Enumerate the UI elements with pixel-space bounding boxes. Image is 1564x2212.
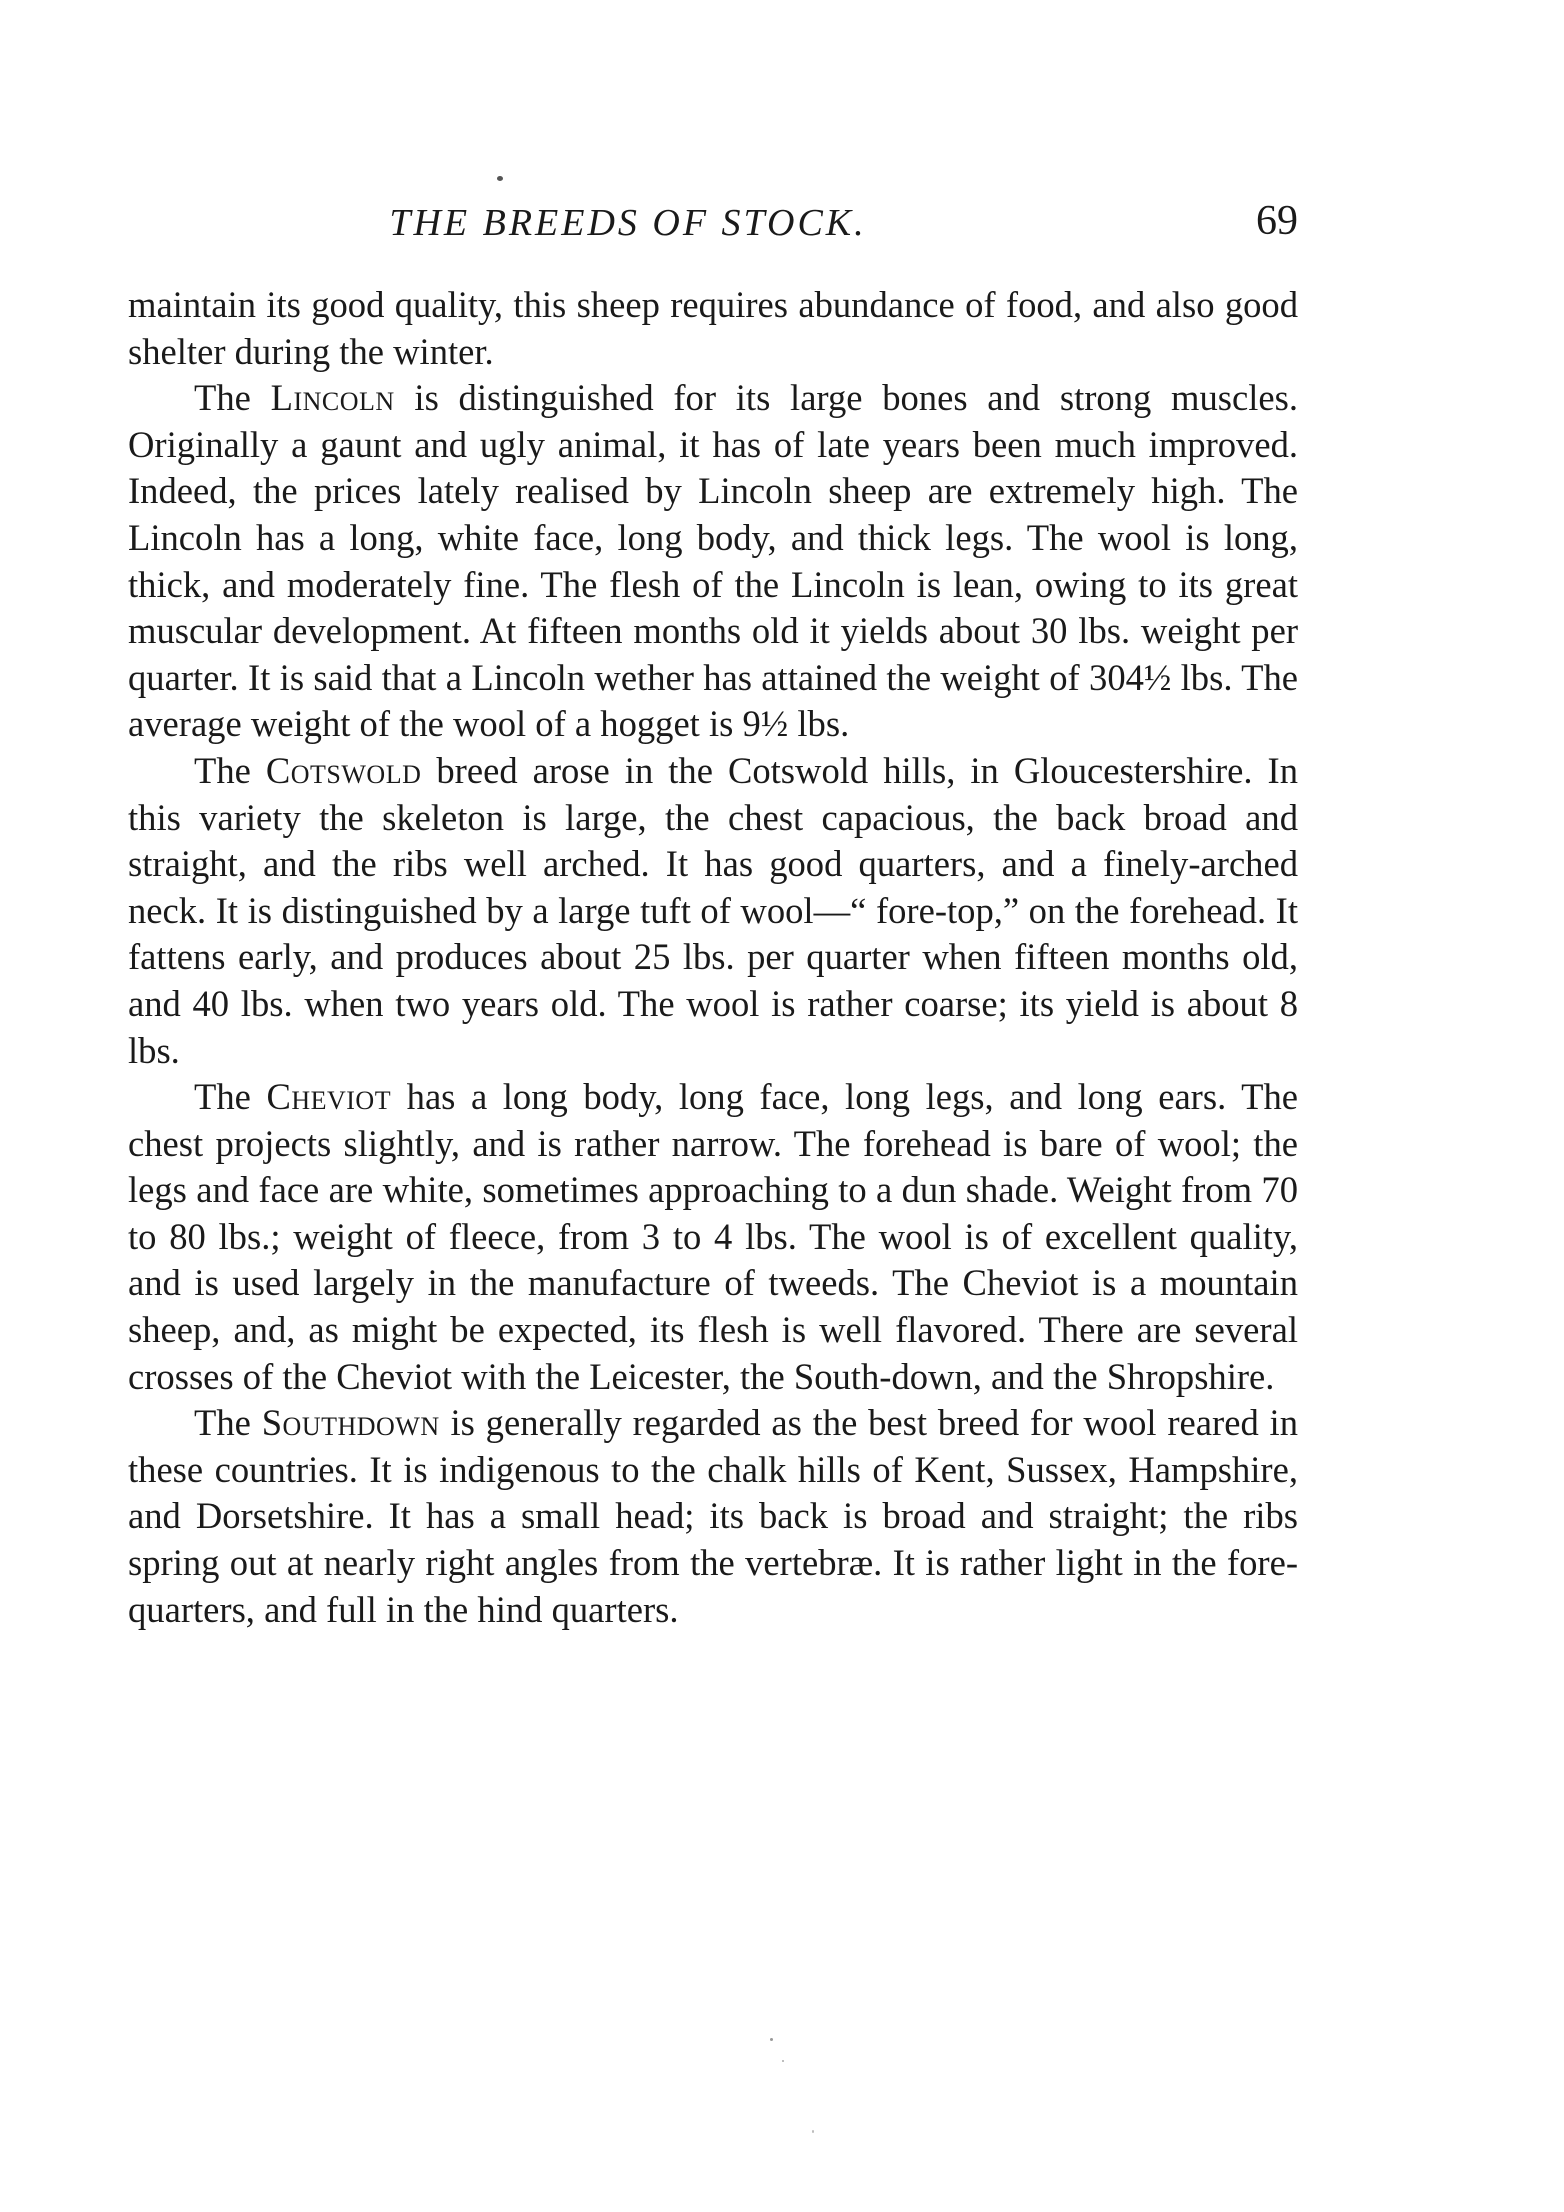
paragraph-p5 bbox=[128, 1400, 1298, 1633]
paragraph-p1 bbox=[128, 282, 1298, 375]
paragraph-text: The bbox=[194, 1076, 267, 1118]
body-text bbox=[128, 282, 1298, 1633]
paragraph-text: is generally regarded as the best breed for wool reared in these countries. It is indigenous to the chalk hills of Kent, Sussex, Hampshire, and Dorsetshire. It has a small head; its back is broad and straight; the ribs spring out at nearly right angles from the vertebræ. It is rather light in the fore-quarters, and full in the hind quarters. bbox=[128, 1402, 1299, 1630]
running-title: THE BREEDS OF STOCK. bbox=[389, 202, 867, 244]
breed-name: Lincoln bbox=[270, 377, 395, 419]
print-speck bbox=[782, 2060, 784, 2062]
paragraph-text: The bbox=[194, 749, 266, 791]
paragraph-text: has a long body, long face, long legs, and long ears. The chest projects slightly, and is rather narrow. The forehead is bare of wool; the legs and face are white, sometimes approaching to a dun shade. Weight from 70 to 80 lbs.; weight of fleece, from 3 to 4 lbs. The wool is of excellent quality, and is used largely in the manufacture of tweeds. The Cheviot is a mountain sheep, and, as might be expected, its flesh is well flavored. There are several crosses of the Cheviot with the Leicester, the South-down, and the Shropshire. bbox=[128, 1076, 1299, 1397]
print-speck bbox=[812, 2130, 814, 2133]
breed-name: Cheviot bbox=[266, 1076, 392, 1118]
paragraph-text: The bbox=[194, 377, 271, 419]
print-speck bbox=[497, 176, 503, 181]
breed-name: Southdown bbox=[261, 1402, 440, 1444]
page-number: 69 bbox=[1256, 198, 1298, 244]
running-head bbox=[128, 197, 1298, 257]
breed-name: Cotswold bbox=[265, 749, 422, 791]
paragraph-p3 bbox=[128, 748, 1298, 1074]
paragraph-p4 bbox=[128, 1074, 1298, 1400]
print-speck bbox=[770, 2038, 773, 2041]
paragraph-p2 bbox=[128, 375, 1298, 748]
paragraph-text: breed arose in the Cotswold hills, in Gloucestershire. In this variety the skeleton is large, the chest capacious, the back broad and straight, and the ribs well arched. It has good quarters, and a finely-arched neck. It is distinguished by a large tuft of wool—“ fore-top,” on the forehead. It fattens early, and produces about 25 lbs. per quarter when fifteen months old, and 40 lbs. when two years old. The wool is rather coarse; its yield is about 8 lbs. bbox=[128, 749, 1298, 1071]
paragraph-text: is distinguished for its large bones and strong muscles. Originally a gaunt and ugly animal, it has of late years been much improved. Indeed, the prices lately realised by Lincoln sheep are extremely high. The Lincoln has a long, white face, long body, and thick legs. The wool is long, thick, and moderately fine. The flesh of the Lincoln is lean, owing to its great muscular development. At fifteen months old it yields about 30 lbs. weight per quarter. It is said that a Lincoln wether has attained the weight of 304½ lbs. The average weight of the wool of a hogget is 9½ lbs. bbox=[128, 377, 1298, 745]
paragraph-text: maintain its good quality, this sheep requires abundance of food, and also good shelter during the winter. bbox=[128, 284, 1298, 372]
paragraph-text: The bbox=[194, 1402, 262, 1444]
